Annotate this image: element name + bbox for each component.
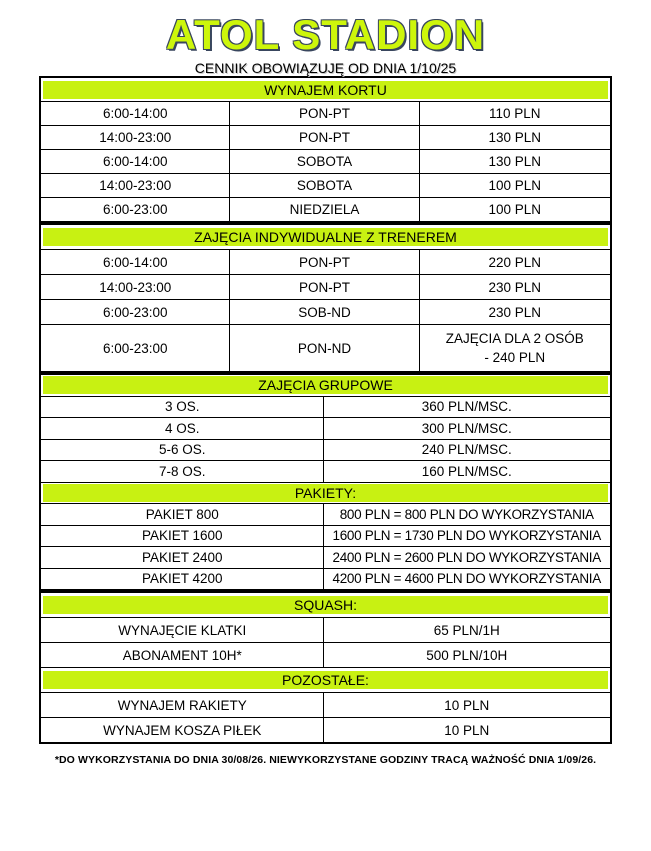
section-header-wynajem-kortu: WYNAJEM KORTU	[43, 81, 607, 99]
section-header-pozostale: POZOSTAŁE:	[43, 671, 607, 689]
cell-days: NIEDZIELA	[229, 198, 419, 223]
section-header-row	[40, 592, 610, 618]
cell-package-value: 1600 PLN = 1730 PLN DO WYKORZYSTANIA	[323, 525, 610, 547]
cell-price: 110 PLN	[419, 102, 610, 126]
cell-price: 160 PLN/MSC.	[323, 461, 610, 483]
section-header-pakiety: PAKIETY:	[43, 484, 607, 502]
table-row	[40, 325, 610, 373]
cell-days: PON-PT	[229, 250, 419, 275]
cell-price: 300 PLN/MSC.	[323, 418, 610, 440]
cell-days: PON-ND	[229, 325, 419, 373]
cell-price: 10 PLN	[323, 718, 610, 744]
cell-package: PAKIET 1600	[40, 525, 323, 547]
table-row	[40, 461, 610, 483]
table-row	[40, 198, 610, 223]
section-header-row	[40, 668, 610, 693]
table-row	[40, 250, 610, 275]
table-row	[40, 396, 610, 418]
table-row	[40, 439, 610, 461]
table-row	[40, 300, 610, 325]
page-title: ATOL STADION	[165, 11, 486, 58]
cell-days: SOB-ND	[229, 300, 419, 325]
cell-package-value: 2400 PLN = 2600 PLN DO WYKORZYSTANIA	[323, 547, 610, 569]
page-subtitle: CENNIK OBOWIĄZUJĘ OD DNIA 1/10/25	[194, 60, 457, 76]
cell-price: 130 PLN	[419, 126, 610, 150]
cell-price: 360 PLN/MSC.	[323, 396, 610, 418]
table-row	[40, 718, 610, 744]
cell-package-value: 800 PLN = 800 PLN DO WYKORZYSTANIA	[323, 504, 610, 526]
cell-time: 6:00-14:00	[40, 250, 229, 275]
table-row	[40, 418, 610, 440]
cell-price: 100 PLN	[419, 174, 610, 198]
cell-price: 220 PLN	[419, 250, 610, 275]
cell-time: 14:00-23:00	[40, 275, 229, 300]
cell-price	[419, 325, 610, 373]
cell-item: WYNAJĘCIE KLATKI	[40, 618, 323, 643]
cell-group-size: 4 OS.	[40, 418, 323, 440]
cell-time: 14:00-23:00	[40, 174, 229, 198]
table-row	[40, 102, 610, 126]
table-row	[40, 126, 610, 150]
cell-time: 6:00-23:00	[40, 325, 229, 373]
cell-price: 10 PLN	[323, 693, 610, 718]
cell-price: 100 PLN	[419, 198, 610, 223]
table-row	[40, 504, 610, 526]
table-squash	[39, 591, 611, 744]
cell-package: PAKIET 800	[40, 504, 323, 526]
cell-price-line1: ZAJĘCIA DLA 2 OSÓB	[445, 331, 584, 346]
table-zajecia-indywidualne	[39, 223, 611, 373]
cell-item: ABONAMENT 10H*	[40, 643, 323, 668]
table-wynajem-kortu	[39, 76, 611, 223]
cell-days: SOBOTA	[229, 150, 419, 174]
section-header-row	[40, 374, 610, 396]
section-header-zajecia-grupowe: ZAJĘCIA GRUPOWE	[43, 376, 607, 394]
cell-group-size: 5-6 OS.	[40, 439, 323, 461]
table-row	[40, 275, 610, 300]
cell-price-line2: - 240 PLN	[484, 350, 546, 365]
section-header-squash: SQUASH:	[43, 596, 607, 614]
cell-time: 6:00-23:00	[40, 300, 229, 325]
cell-days: PON-PT	[229, 102, 419, 126]
cell-package-value: 4200 PLN = 4600 PLN DO WYKORZYSTANIA	[323, 568, 610, 590]
cell-package: PAKIET 4200	[40, 568, 323, 590]
cell-price: 230 PLN	[419, 300, 610, 325]
section-header-row	[40, 77, 610, 102]
cell-price: 230 PLN	[419, 275, 610, 300]
cell-item: WYNAJEM RAKIETY	[40, 693, 323, 718]
cell-price: 130 PLN	[419, 150, 610, 174]
table-row	[40, 150, 610, 174]
cell-group-size: 7-8 OS.	[40, 461, 323, 483]
cell-days: SOBOTA	[229, 174, 419, 198]
cell-item: WYNAJEM KOSZA PIŁEK	[40, 718, 323, 744]
table-row	[40, 568, 610, 590]
cell-time: 14:00-23:00	[40, 126, 229, 150]
footnote: *DO WYKORZYSTANIA DO DNIA 30/08/26. NIEWYKORZYSTANE GODZINY TRACĄ WAŻNOŚĆ DNIA 1/09/26.	[54, 754, 597, 766]
cell-price: 65 PLN/1H	[323, 618, 610, 643]
cell-time: 6:00-23:00	[40, 198, 229, 223]
cell-days: PON-PT	[229, 126, 419, 150]
table-zajecia-grupowe	[39, 373, 611, 591]
section-header-row	[40, 224, 610, 250]
table-row	[40, 525, 610, 547]
cell-price: 240 PLN/MSC.	[323, 439, 610, 461]
cell-price: 500 PLN/10H	[323, 643, 610, 668]
cell-time: 6:00-14:00	[40, 150, 229, 174]
table-row	[40, 693, 610, 718]
table-row	[40, 174, 610, 198]
table-row	[40, 643, 610, 668]
cell-package: PAKIET 2400	[40, 547, 323, 569]
table-row	[40, 618, 610, 643]
cell-time: 6:00-14:00	[40, 102, 229, 126]
table-row	[40, 547, 610, 569]
cell-days: PON-PT	[229, 275, 419, 300]
section-header-row	[40, 482, 610, 504]
section-header-zajecia-indywidualne: ZAJĘCIA INDYWIDUALNE Z TRENEREM	[43, 228, 607, 246]
cell-group-size: 3 OS.	[40, 396, 323, 418]
